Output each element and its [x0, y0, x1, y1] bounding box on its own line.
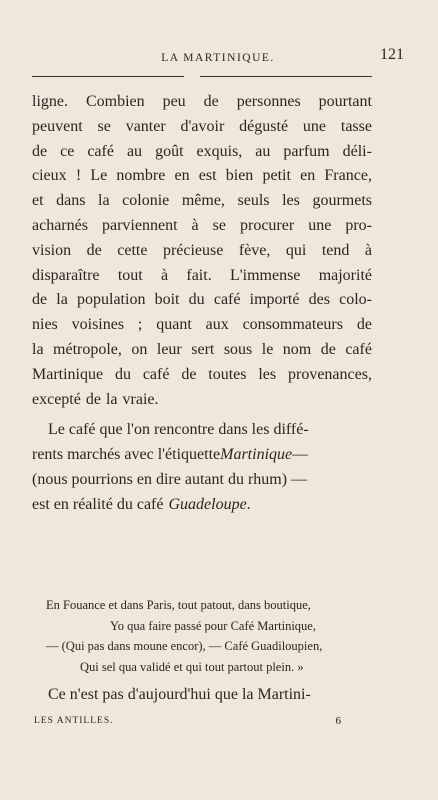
creole-verse — [32, 595, 372, 677]
verse-line: Yo qua faire passé pour Café Martinique, — [110, 618, 316, 633]
word: nom — [282, 340, 312, 358]
word: ; — [137, 316, 143, 334]
word: colonie — [122, 192, 170, 210]
word: une — [302, 117, 327, 135]
word: au — [255, 142, 271, 160]
text-line — [32, 164, 372, 189]
word: majorité — [318, 266, 372, 284]
word: à — [191, 216, 199, 234]
word: ! — [75, 167, 82, 185]
word: vraie. — [122, 390, 159, 408]
word: colo- — [339, 291, 372, 309]
word: France, — [324, 167, 372, 185]
word: tasse — [340, 117, 372, 135]
word: ligne. — [32, 93, 68, 110]
word: toutes — [208, 365, 247, 383]
word: goût — [155, 142, 184, 160]
line-text: Le café que l'on rencontre dans les diffé- — [48, 421, 309, 439]
word: précieuse — [162, 241, 224, 259]
word: provenances, — [288, 365, 372, 383]
word: pro- — [345, 216, 372, 234]
word: procurer — [240, 216, 295, 234]
word: importé — [249, 291, 300, 309]
word: tend — [321, 241, 350, 259]
word: une — [308, 216, 332, 234]
paragraph-1 — [32, 90, 372, 412]
word: consommateurs — [242, 316, 343, 334]
text-line — [32, 140, 372, 165]
page-number: 121 — [380, 46, 404, 63]
word: se — [97, 117, 111, 135]
word: tout — [117, 266, 143, 284]
text-line — [32, 468, 372, 493]
verse-line: — (Qui pas dans moune encor), — Café Guadiloupien, — [46, 639, 323, 653]
word: leur — [156, 340, 182, 358]
word: même, — [181, 192, 225, 210]
word: Combien — [85, 93, 145, 110]
word: fait. — [186, 266, 212, 284]
word: de — [85, 390, 101, 408]
word: gourmets — [312, 192, 372, 210]
running-title: LA MARTINIQUE. — [161, 52, 275, 64]
header-rule-right — [200, 76, 372, 77]
word: le — [261, 340, 274, 358]
verse-line: En Fouance et dans Paris, tout patout, dans boutique, — [46, 598, 311, 612]
word: les — [282, 192, 300, 210]
word: excepté — [32, 390, 81, 408]
word: L'immense — [229, 266, 301, 284]
word: à — [160, 266, 169, 284]
word: sous — [223, 340, 253, 358]
word: peu — [162, 93, 186, 110]
word: Martinique — [32, 365, 104, 383]
text-line — [32, 388, 372, 413]
text-line — [32, 90, 372, 115]
line-segment: rents marchés avec l'étiquette — [32, 446, 221, 464]
word: acharnés — [32, 216, 88, 234]
word: au — [126, 142, 143, 160]
word: de — [181, 365, 197, 383]
italic-term: Guadeloupe — [168, 495, 247, 513]
word: la — [56, 291, 68, 309]
line-text — [32, 493, 256, 518]
word: de — [203, 93, 219, 110]
text-line — [32, 288, 372, 313]
line-text: (nous pourrions en dire autant du rhum) — — [32, 470, 308, 488]
paragraph-2 — [32, 418, 372, 517]
word: cette — [117, 241, 148, 259]
word: seuls — [237, 192, 270, 210]
continuation-line: Ce n'est pas d'aujourd'hui que la Martini- — [48, 686, 311, 703]
word: la — [32, 340, 44, 358]
word: bien — [225, 167, 254, 185]
word: café — [345, 340, 372, 358]
running-head — [32, 46, 404, 68]
line-segment: — — [292, 446, 309, 464]
text-line — [32, 338, 372, 363]
word: est — [198, 167, 217, 185]
word: sert — [191, 340, 215, 358]
word: ce — [60, 142, 75, 160]
word: de — [32, 142, 48, 160]
word: les — [258, 365, 277, 383]
word: cieux — [32, 167, 67, 185]
word: de — [320, 340, 336, 358]
word: pourtant — [318, 93, 372, 110]
sheet-number: 6 — [335, 715, 342, 727]
text-line — [32, 264, 372, 289]
word: voisines — [71, 316, 125, 334]
verse-line: Qui sel qua validé et qui tout partout plein. » — [80, 659, 304, 674]
word: disparaître — [32, 266, 100, 284]
word: à — [364, 241, 372, 259]
word: café — [142, 365, 170, 383]
line-text — [32, 443, 308, 468]
text-line — [32, 214, 372, 239]
word: déli- — [342, 142, 372, 160]
word: de — [32, 291, 48, 309]
word: et — [32, 192, 44, 210]
word: café — [87, 142, 114, 160]
word: quant — [156, 316, 192, 334]
word: la — [105, 390, 118, 408]
text-line — [32, 239, 372, 264]
text-line — [32, 443, 372, 468]
word: d'avoir — [180, 117, 225, 135]
word: Le — [90, 167, 108, 185]
word: de — [86, 241, 102, 259]
word: dans — [56, 192, 86, 210]
header-rule-left — [32, 76, 184, 77]
word: de — [356, 316, 372, 334]
word: population — [77, 291, 146, 309]
word: la — [98, 192, 110, 210]
word: en — [300, 167, 316, 185]
word: métropole, — [53, 340, 122, 358]
text-line — [32, 493, 372, 518]
word: café — [213, 291, 241, 309]
word: fève, — [238, 241, 271, 259]
word: boit — [154, 291, 180, 309]
page-footer — [34, 716, 342, 732]
word: petit — [262, 167, 291, 185]
word: des — [308, 291, 330, 309]
word: personnes — [236, 93, 301, 110]
line-segment: . — [246, 495, 251, 513]
word: aux — [205, 316, 229, 334]
word: parfum — [283, 142, 330, 160]
word: dégusté — [239, 117, 289, 135]
word: en — [174, 167, 190, 185]
word: nies — [32, 316, 58, 334]
word: vision — [32, 241, 72, 259]
word: on — [131, 340, 148, 358]
signature-mark: LES ANTILLES. — [34, 716, 114, 726]
word: qui — [285, 241, 307, 259]
line-segment: est en réalité du café — [32, 495, 164, 513]
word: parviennent — [101, 216, 178, 234]
text-line — [32, 418, 372, 443]
body-text — [32, 90, 372, 518]
text-line — [32, 189, 372, 214]
word: nombre — [116, 167, 166, 185]
word: vanter — [125, 117, 166, 135]
italic-term: Martinique — [220, 446, 293, 464]
word: du — [188, 291, 205, 309]
word: peuvent — [32, 117, 83, 135]
text-line — [32, 313, 372, 338]
word: du — [114, 365, 131, 383]
word: se — [212, 216, 226, 234]
text-line — [32, 115, 372, 140]
text-line — [32, 363, 372, 388]
word: exquis, — [196, 142, 243, 160]
